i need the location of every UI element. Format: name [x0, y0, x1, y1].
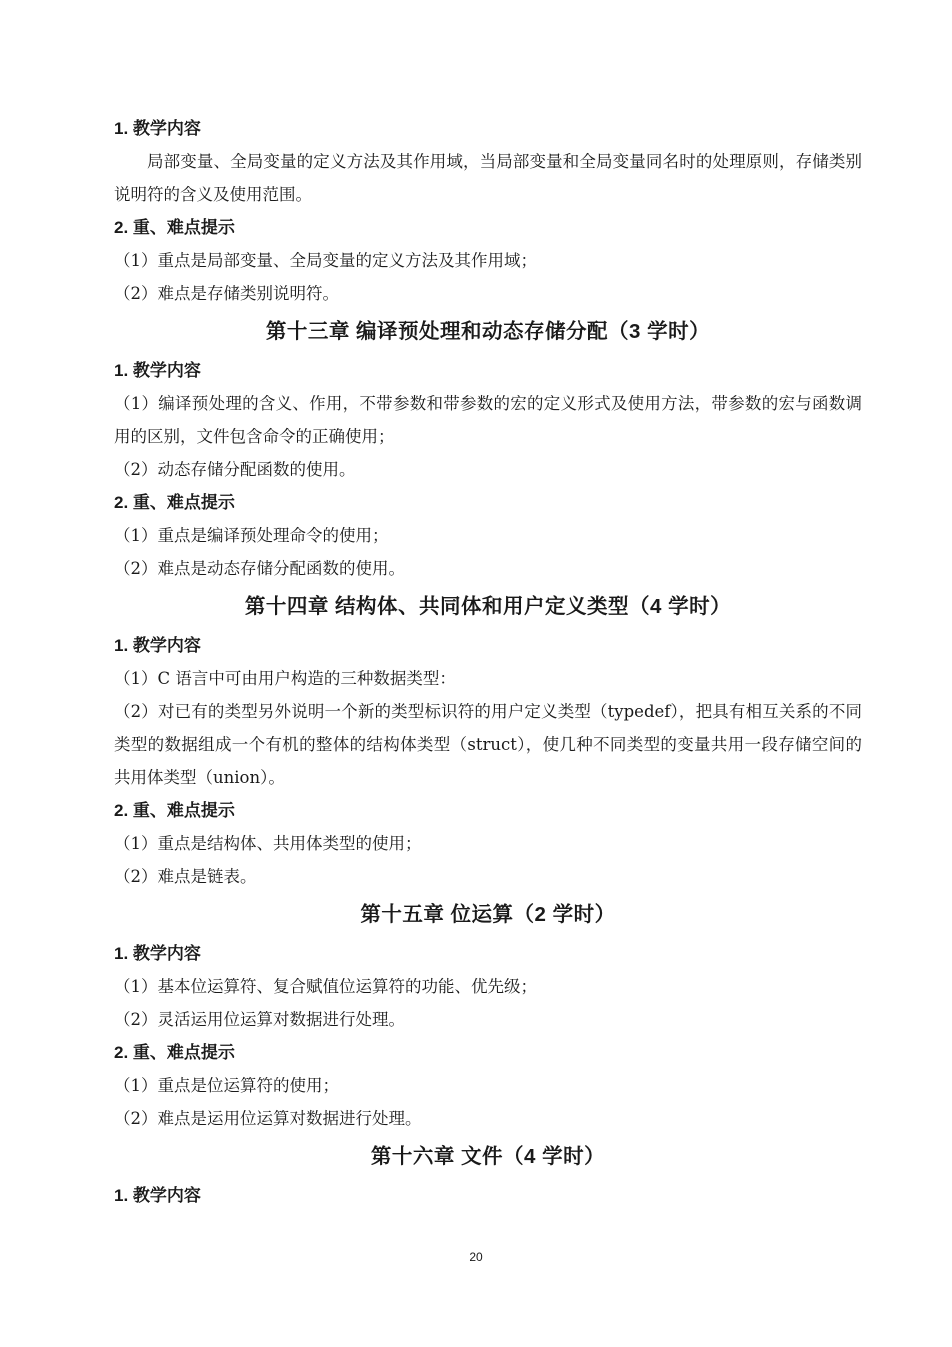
content-item: （1）C 语言中可由用户构造的三种数据类型： [114, 669, 456, 688]
content-item: （1）基本位运算符、复合赋值位运算符的功能、优先级； [114, 977, 537, 996]
keypoint-item: （1）重点是局部变量、全局变量的定义方法及其作用域； [114, 251, 537, 270]
keypoint-item: （2）难点是动态存储分配函数的使用。 [114, 559, 405, 578]
content-item: （1）编译预处理的含义、作用，不带参数和带参数的宏的定义形式及使用方法，带参数的宏与函数调用的区别，文件包含命令的正确使用； [114, 394, 862, 446]
keypoint-item: （2）难点是链表。 [114, 867, 257, 886]
chapter-15-title: 第十五章 位运算（2 学时） [360, 903, 616, 926]
keypoint-item: （1）重点是结构体、共用体类型的使用； [114, 834, 422, 853]
content-item: （2）对已有的类型另外说明一个新的类型标识符的用户定义类型（typedef），把具有相互关系的不同类型的数据组成一个有机的整体的结构体类型（struct），使几种不同类型的变量共用一段存储空间的共用体类型（union）。 [114, 702, 862, 787]
content-item: （2）动态存储分配函数的使用。 [114, 460, 356, 479]
content-item: （2）灵活运用位运算对数据进行处理。 [114, 1010, 405, 1029]
keypoint-item: （2）难点是运用位运算对数据进行处理。 [114, 1109, 422, 1128]
keypoints-heading: 2. 重、难点提示 [114, 1043, 235, 1062]
content-paragraph: 局部变量、全局变量的定义方法及其作用域，当局部变量和全局变量同名时的处理原则，存储类别说明符的含义及使用范围。 [114, 152, 862, 204]
keypoints-heading: 2. 重、难点提示 [114, 218, 235, 237]
keypoint-item: （1）重点是编译预处理命令的使用； [114, 526, 389, 545]
keypoints-heading: 2. 重、难点提示 [114, 493, 235, 512]
content-heading: 1. 教学内容 [114, 361, 201, 380]
content-heading: 1. 教学内容 [114, 1186, 201, 1205]
content-heading: 1. 教学内容 [114, 119, 201, 138]
document-page [114, 112, 862, 1212]
content-heading: 1. 教学内容 [114, 944, 201, 963]
content-heading: 1. 教学内容 [114, 636, 201, 655]
keypoint-item: （2）难点是存储类别说明符。 [114, 284, 339, 303]
chapter-14-title: 第十四章 结构体、共同体和用户定义类型（4 学时） [244, 595, 732, 618]
chapter-13-title: 第十三章 编译预处理和动态存储分配（3 学时） [265, 320, 711, 343]
keypoint-item: （1）重点是位运算符的使用； [114, 1076, 339, 1095]
chapter-16-title: 第十六章 文件（4 学时） [370, 1145, 606, 1168]
keypoints-heading: 2. 重、难点提示 [114, 801, 235, 820]
page-number: 20 [469, 1250, 483, 1264]
